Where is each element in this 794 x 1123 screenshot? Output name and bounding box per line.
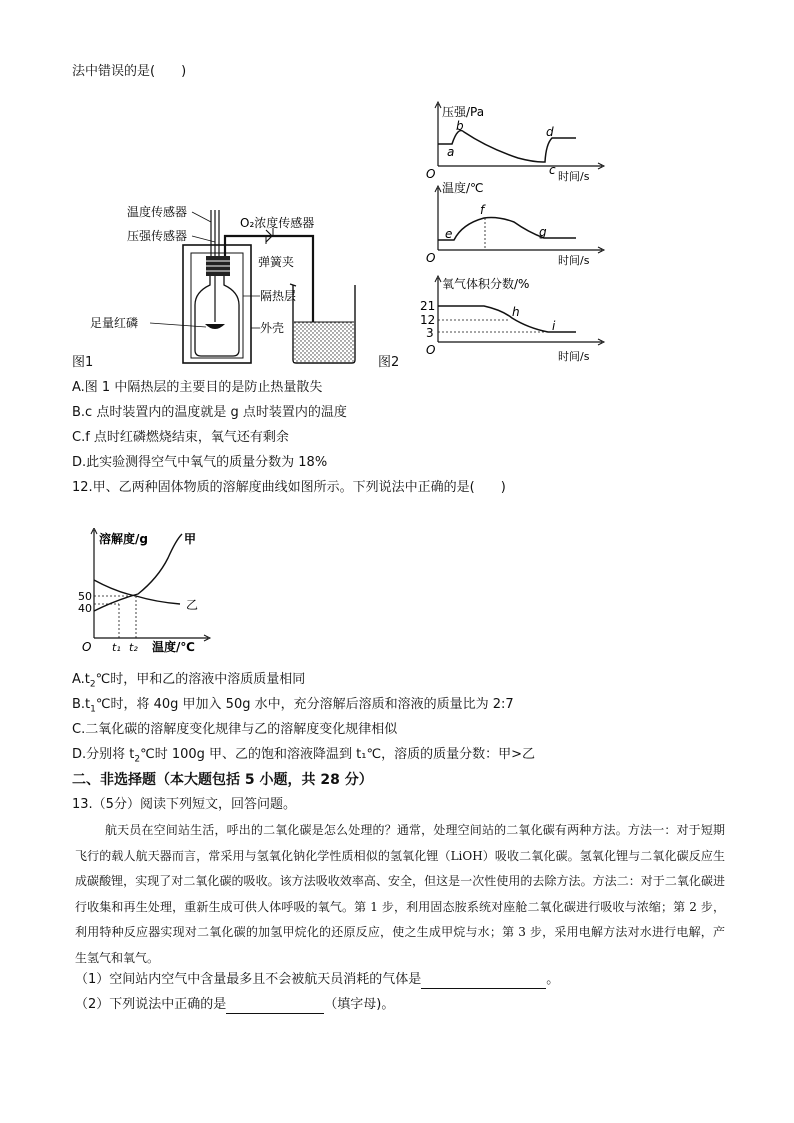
label-shell: 外壳 <box>260 321 285 335</box>
svg-text:O: O <box>82 640 92 654</box>
label-temp-sensor: 温度传感器 <box>127 205 188 219</box>
answer-blank-2[interactable] <box>226 999 324 1014</box>
answer-blank-1[interactable] <box>421 974 546 989</box>
svg-text:h: h <box>512 305 520 319</box>
svg-text:时间/s: 时间/s <box>558 170 590 183</box>
sol-xlabel: 温度/℃ <box>152 640 195 654</box>
q12-option-b: $B.t_1℃$时，将 40g 甲加入 50g 水中，充分溶解后溶质和溶液的质量比为 2:7 <box>72 697 514 715</box>
svg-text:时间/s: 时间/s <box>558 254 590 267</box>
figure-1-apparatus <box>80 200 380 372</box>
q11-option-b: B.c 点时装置内的温度就是 g 点时装置内的温度 <box>72 405 347 420</box>
q13-passage: 航天员在空间站生活，呼出的二氧化碳是怎么处理的？通常，处理空间站的二氧化碳有两种方法。方法一：对于短期飞行的载人航天器而言，常采用与氢氧化钠化学性质相似的氢氧化锂（LiOH）吸收二氧化碳。氢氧化锂与二氧化碳反应生成碳酸锂，实现了对二氧化碳的吸收。该方法吸收效率高、安全，但这是一次性使用的去除方法。方法二：对于二氧化碳进行收集和再生处理，重新生成可供人体呼吸的氧气。第 1 步，利用固态胺系统对座舱二氧化碳进行吸收与浓缩；第 2 步，利用特种反应器实现对二氧化碳的加氢甲烷化的还原反应，使之生成甲烷与水；第 3 步，采用电解方法对水进行电解，产生氢气和氧气。 <box>75 823 725 965</box>
svg-text:氧气体积分数/%: 氧气体积分数/% <box>442 277 530 291</box>
q13-stem: 13.（5分）阅读下列短文，回答问题。 <box>72 797 296 812</box>
q12-option-c: C.二氧化碳的溶解度变化规律与乙的溶解度变化规律相似 <box>72 722 398 737</box>
svg-text:O: O <box>426 343 436 357</box>
q13-sub-1: （1）空间站内空气中含量最多且不会被航天员消耗的气体是 。 <box>75 972 560 987</box>
q11-option-d: D.此实验测得空气中氧气的质量分数为 18% <box>72 455 328 470</box>
svg-text:时间/s: 时间/s <box>558 350 590 363</box>
sol-series-yi: 乙 <box>186 598 199 612</box>
q11-option-c: C.f 点时红磷燃烧结束，氧气还有剩余 <box>72 430 289 445</box>
svg-text:温度/℃: 温度/℃ <box>442 181 484 195</box>
svg-text:12: 12 <box>420 313 436 327</box>
figure-2-caption: 图2 <box>378 355 400 370</box>
svg-text:i: i <box>552 319 556 333</box>
solubility-chart <box>76 528 216 654</box>
figure-1-caption: 图1 <box>72 355 94 370</box>
svg-text:O: O <box>426 167 436 181</box>
svg-text:O: O <box>426 251 436 265</box>
q12-stem: 12.甲、乙两种固体物质的溶解度曲线如图所示。下列说法中正确的是( ) <box>72 480 506 495</box>
flask <box>195 275 239 356</box>
svg-text:50: 50 <box>78 590 92 603</box>
label-insulation: 隔热层 <box>260 289 297 303</box>
section-2-title: 二、非选择题（本大题包括 5 小题，共 28 分） <box>72 772 373 788</box>
svg-text:b: b <box>456 119 464 133</box>
label-o2-sensor: O₂浓度传感器 <box>240 216 315 230</box>
svg-text:t₂: t₂ <box>129 641 138 654</box>
curve-yi <box>94 580 180 604</box>
pressure-curve <box>438 131 576 163</box>
svg-text:d: d <box>546 125 554 139</box>
sol-series-jia: 甲 <box>184 532 197 546</box>
svg-text:40: 40 <box>78 602 92 615</box>
combustion-spoon <box>205 324 225 329</box>
svg-text:c: c <box>549 163 556 177</box>
q12-option-a: $A.t_2℃$时，甲和乙的溶液中溶质质量相同 <box>72 672 306 690</box>
svg-text:21: 21 <box>420 299 436 313</box>
figure-2-graphs <box>418 98 618 368</box>
q13-sub-2: （2）下列说法中正确的是 （填字母)。 <box>75 997 395 1012</box>
svg-text:f: f <box>480 203 485 217</box>
svg-text:e: e <box>445 227 453 241</box>
question-continuation: 法中错误的是( ) <box>72 64 187 79</box>
label-pressure-sensor: 压强传感器 <box>127 229 188 243</box>
pressure-ylabel: 压强/Pa <box>442 105 485 119</box>
label-spring-clip: 弹簧夹 <box>258 255 295 269</box>
svg-text:t₁: t₁ <box>112 641 121 654</box>
sol-ylabel: 溶解度/g <box>99 532 148 546</box>
svg-text:a: a <box>447 145 455 159</box>
label-red-phosphorus: 足量红磷 <box>90 316 139 330</box>
svg-text:3: 3 <box>426 326 434 340</box>
temperature-curve <box>438 218 576 241</box>
svg-text:g: g <box>539 225 547 239</box>
beaker-water <box>294 322 354 362</box>
q12-option-d: D.分别将 $t_2℃$时 100g 甲、乙的饱和溶液降温到 t₁℃，溶质的质量分数：甲>乙 <box>72 747 535 765</box>
q11-option-a: A.图 1 中隔热层的主要目的是防止热量散失 <box>72 380 323 395</box>
